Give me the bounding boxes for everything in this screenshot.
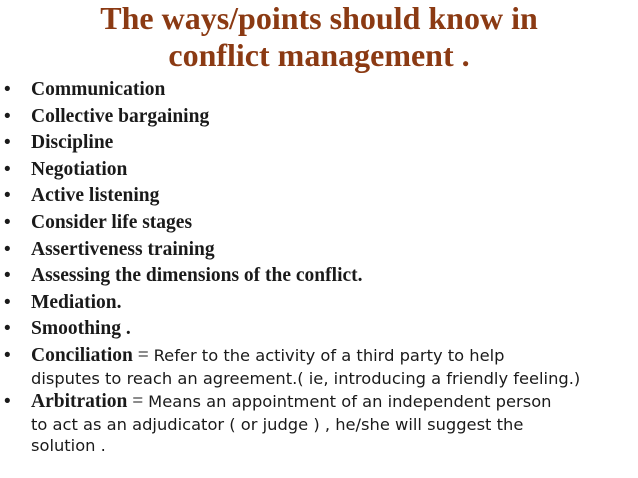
bullet-item-mediation [4, 290, 636, 317]
bullet-item-smoothing [4, 316, 636, 343]
bullet-item-consider-life-stages [4, 210, 636, 237]
slide-title-line-2: conflict management . [168, 37, 470, 73]
conciliation-term: Conciliation [31, 344, 133, 366]
bullet-icon: • [4, 291, 11, 313]
bullet-text: Assessing the dimensions of the conflict. [31, 265, 363, 287]
arbitration-equals: = [127, 391, 149, 413]
bullet-text: Active listening [31, 185, 160, 207]
bullet-icon: • [4, 79, 11, 100]
arbitration-definition-3: solution . [31, 435, 106, 455]
bullet-icon: • [4, 158, 11, 180]
bullet-icon: • [4, 132, 11, 154]
arbitration-definition-1: Means an appointment of an independent person [148, 392, 552, 412]
bullet-item-assessing-dimensions [4, 263, 636, 290]
bullet-icon: • [4, 344, 11, 366]
conciliation-line-1 [31, 343, 636, 369]
bullet-list [4, 77, 636, 456]
bullet-item-arbitration [4, 389, 636, 456]
bullet-icon: • [4, 391, 11, 413]
arbitration-line-1 [31, 389, 636, 415]
conciliation-definition-2: disputes to reach an agreement.( ie, introducing a friendly feeling.) [31, 368, 581, 388]
bullet-item-negotiation [4, 157, 636, 184]
bullet-item-conciliation [4, 343, 636, 390]
bullet-icon: • [4, 211, 11, 233]
conciliation-equals: = [132, 344, 154, 366]
bullet-item-communication [4, 77, 636, 104]
bullet-icon: • [4, 105, 11, 127]
bullet-text: Communication [31, 79, 166, 100]
arbitration-term: Arbitration [31, 391, 128, 413]
bullet-text: Mediation. [31, 291, 122, 313]
bullet-text: Assertiveness training [31, 238, 215, 260]
bullet-text: Smoothing . [31, 318, 131, 340]
conciliation-definition-1: Refer to the activity of a third party to help [153, 345, 505, 365]
slide-title [0, 0, 638, 74]
bullet-icon: • [4, 265, 11, 287]
bullet-icon: • [4, 185, 11, 207]
bullet-item-collective-bargaining [4, 104, 636, 131]
bullet-text: Negotiation [31, 158, 128, 180]
arbitration-definition-2: to act as an adjudicator ( or judge ) , he/she will suggest the [31, 415, 524, 435]
bullet-text: Collective bargaining [31, 105, 210, 127]
bullet-item-active-listening [4, 183, 636, 210]
bullet-icon: • [4, 318, 11, 340]
bullet-item-assertiveness-training [4, 237, 636, 264]
slide-title-line-1: The ways/points should know in [100, 0, 538, 36]
bullet-icon: • [4, 238, 11, 260]
bullet-text: Consider life stages [31, 211, 193, 233]
bullet-text: Discipline [31, 132, 114, 154]
bullet-item-discipline [4, 130, 636, 157]
